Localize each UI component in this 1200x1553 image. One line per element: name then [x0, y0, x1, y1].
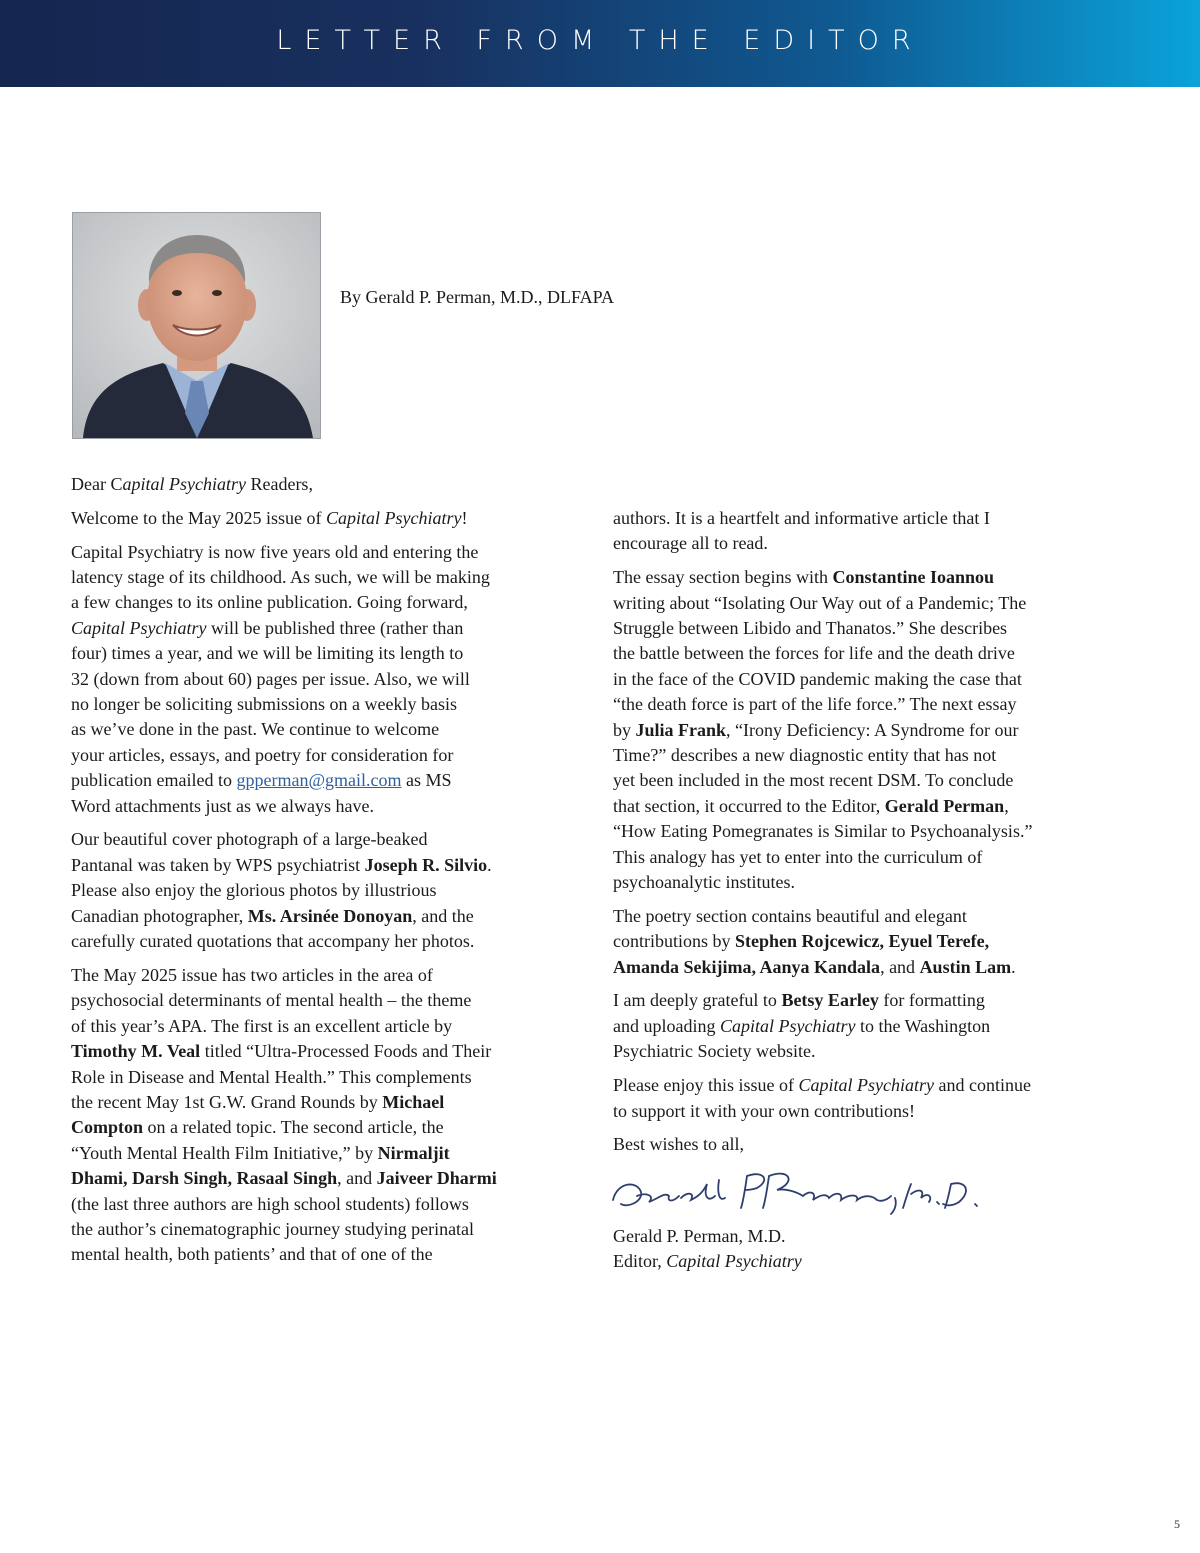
- section-title: LETTER FROM THE EDITOR: [276, 25, 924, 56]
- paragraph-poetry: The poetry section contains beautiful and elegant contributions by Stephen Rojcewicz, Eyuel Terefe, Amanda Sekijima, Aanya Kandala, and Austin Lam.: [613, 905, 1016, 977]
- email-link[interactable]: gpperman@gmail.com: [236, 770, 402, 791]
- sign-off: Gerald P. Perman, M.D. Editor, Capital Psychiatry: [613, 1225, 802, 1272]
- salutation: Dear Capital Psychiatry Readers,: [71, 474, 313, 494]
- paragraph-cover-photo: Our beautiful cover photograph of a large-beaked Pantanal was taken by WPS psychiatrist Joseph R. Silvio. Please also enjoy the glorious photos by illustrious Canadian photographer, Ms. Arsinée Donoyan, and the carefully curated quotations that accompany her photos.: [71, 829, 492, 952]
- paragraph-essays: The essay section begins with Constantine Ioannou writing about “Isolating Our Way out of a Pandemic; The Struggle between Libido and Thanatos.” She describes the battle between the forces for life and the death drive in the face of the COVID pandemic making the case that “the death force is part of the life force.” The next essay by Julia Frank, “Irony Deficiency: A Syndrome for our Time?” describes a new diagnostic entity that has not yet been included in the most recent DSM. To conclude that section, it occurred to the Editor, Gerald Perman, “How Eating Pomegranates is Similar to Psychoanalysis.” This analogy has yet to enter into the curriculum of psychoanalytic institutes.: [613, 567, 1033, 893]
- letter-column-left: [71, 472, 596, 1276]
- paragraph-articles-continued: authors. It is a heartfelt and informative article that I encourage all to read.: [613, 508, 990, 554]
- paragraph-changes: Capital Psychiatry is now five years old and entering the latency stage of its childhood. As such, we will be making a few changes to its online publication. Going forward, Capital Psychiatry will be published three (rather than four) times a year, and we will be limiting its length to 32 (down from about 60) pages per issue. Also, we will no longer be soliciting submissions on a weekly basis as we’ve done in the past. We continue to welcome your articles, essays, and poetry for consideration for publication emailed to gpperman@gmail.com as MS Word attachments just as we always have.: [71, 541, 490, 816]
- paragraph-articles: The May 2025 issue has two articles in the area of psychosocial determinants of mental health – the theme of this year’s APA. The first is an excellent article by Timothy M. Veal titled “Ultra-Processed Foods and Their Role in Disease and Mental Health.” This complements the recent May 1st G.W. Grand Rounds by Michael Compton on a related topic. The second article, the “Youth Mental Health Film Initiative,” by Nirmaljit Dhami, Darsh Singh, Rasaal Singh, and Jaiveer Dharmi (the last three authors are high school students) follows the author’s cinematographic journey studying perinatal mental health, both patients’ and that of one of the: [71, 964, 497, 1265]
- author-photo: [72, 212, 321, 439]
- signature-text: Gerald P Perman, M.D.: [607, 1219, 617, 1221]
- welcome-paragraph: Welcome to the May 2025 issue of Capital Psychiatry!: [71, 507, 468, 528]
- author-byline: By Gerald P. Perman, M.D., DLFAPA: [340, 287, 615, 307]
- portrait-image: [73, 213, 320, 438]
- paragraph-enjoy: Please enjoy this issue of Capital Psychiatry and continue to support it with your own contributions!: [613, 1075, 1031, 1121]
- handwritten-signature: [607, 1162, 992, 1222]
- paragraph-thanks: I am deeply grateful to Betsy Earley for formatting and uploading Capital Psychiatry to the Washington Psychiatric Society website.: [613, 990, 991, 1062]
- letter-column-right: [607, 506, 1133, 1275]
- header-banner: [0, 0, 1200, 87]
- closing: Best wishes to all,: [613, 1134, 744, 1155]
- page-number: 5: [1174, 1517, 1180, 1531]
